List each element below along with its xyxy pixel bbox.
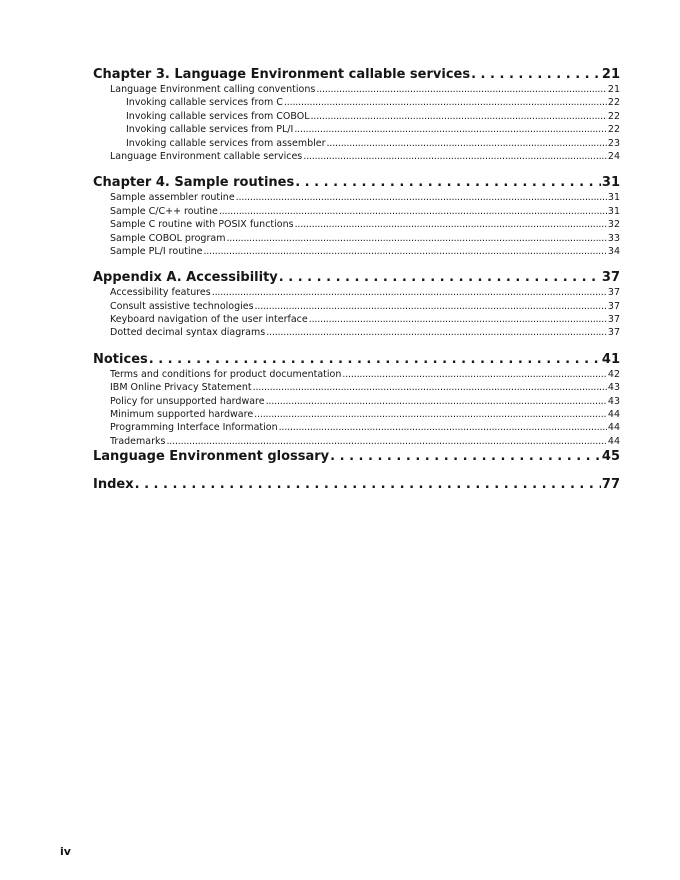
dot-leader [311,110,607,123]
toc-entry-page: 23 [607,137,620,149]
toc-entry-page: 37 [607,314,620,326]
toc-entry-title: Invoking callable services from C [126,97,283,109]
dot-leader [212,286,607,299]
dot-leader [135,476,601,493]
toc-entry[interactable] [93,110,620,123]
toc-entry-title: Consult assistive technologies [110,300,254,312]
toc-entry[interactable] [93,395,620,408]
toc-entry-page: 37 [601,270,620,286]
toc-entry-title: Sample PL/I routine [110,245,203,257]
toc-entry[interactable] [93,408,620,421]
toc-entry[interactable] [93,205,620,218]
toc-chapter-entry[interactable] [93,66,620,83]
toc-entry[interactable] [93,421,620,434]
dot-leader [342,368,607,381]
toc-entry-title: Trademarks [110,435,166,447]
dot-leader [284,96,607,109]
toc-entry[interactable] [93,326,620,339]
toc-entry-page: 44 [607,435,620,447]
dot-leader [254,408,607,421]
toc-entry-title: IBM Online Privacy Statement [110,382,252,394]
toc-entry-page: 34 [607,245,620,257]
toc-chapter-entry[interactable] [93,448,620,465]
toc-entry[interactable] [93,245,620,258]
toc-entry-page: 43 [607,382,620,394]
toc-entry[interactable] [93,368,620,381]
toc-entry[interactable] [93,150,620,163]
toc-entry-title: Keyboard navigation of the user interface [110,314,308,326]
dot-leader [471,66,601,83]
toc-chapter-entry[interactable] [93,351,620,368]
toc-entry[interactable] [93,123,620,136]
toc-entry-title: Policy for unsupported hardware [110,395,265,407]
toc-entry-page: 41 [601,351,620,367]
toc-entry-title: Sample assembler routine [110,192,235,204]
toc-entry[interactable] [93,435,620,448]
toc-entry-page: 21 [601,67,620,82]
toc-entry-title: Invoking callable services from PL/I [126,124,294,136]
toc-entry-title: Invoking callable services from assembler [126,137,326,149]
dot-leader [279,269,601,286]
toc-entry-title: Sample COBOL program [110,232,226,244]
toc-entry-title: Chapter 3. Language Environment callable services [93,67,471,82]
dot-leader [236,191,607,204]
toc-entry-page: 37 [607,300,620,312]
toc-chapter-entry[interactable] [93,269,620,286]
toc-section [93,476,620,493]
dot-leader [255,300,607,313]
toc-entry-page: 44 [607,409,620,421]
toc-entry-page: 22 [607,110,620,122]
toc-entry-title: Language Environment glossary [93,449,330,465]
toc-entry-page: 32 [607,219,620,231]
dot-leader [327,137,607,150]
toc-entry-page: 24 [607,150,620,162]
toc-entry-page: 22 [607,97,620,109]
toc-entry[interactable] [93,137,620,150]
dot-leader [279,421,607,434]
toc-entry[interactable] [93,232,620,245]
toc-entry[interactable] [93,286,620,299]
toc-entry-title: Accessibility features [110,287,211,299]
toc-entry[interactable] [93,191,620,204]
toc-entry-title: Dotted decimal syntax diagrams [110,327,266,339]
toc-entry-title: Invoking callable services from COBOL [126,110,310,122]
toc-entry-title: Language Environment callable services [110,150,303,162]
toc-entry-page: 44 [607,422,620,434]
toc-entry-title: Minimum supported hardware [110,409,254,421]
toc-entry-page: 31 [601,175,620,191]
dot-leader [295,174,601,191]
dot-leader [166,435,606,448]
toc-entry-page: 21 [607,84,620,95]
toc-entry-page: 33 [607,232,620,244]
toc-entry[interactable] [93,381,620,394]
dot-leader [266,326,607,339]
dot-leader [330,448,601,465]
toc-entry-title: Sample C routine with POSIX functions [110,219,294,231]
toc-entry-page: 42 [607,368,620,380]
toc-entry-title: Language Environment calling conventions [110,84,316,95]
toc-chapter-entry[interactable] [93,174,620,191]
toc-entry[interactable] [93,300,620,313]
toc-section [93,66,620,163]
toc-entry-page: 45 [601,449,620,465]
toc-chapter-entry[interactable] [93,476,620,493]
dot-leader [266,395,607,408]
dot-leader [294,123,607,136]
toc-entry-page: 22 [607,124,620,136]
dot-leader [295,218,607,231]
dot-leader [309,313,607,326]
toc-entry[interactable] [93,83,620,96]
toc-entry[interactable] [93,96,620,109]
table-of-contents [93,66,620,493]
toc-section [93,351,620,448]
dot-leader [303,150,607,163]
toc-entry-page: 77 [601,477,620,493]
toc-entry-page: 31 [607,205,620,217]
toc-entry-title: Sample C/C++ routine [110,205,218,217]
toc-section [93,448,620,465]
dot-leader [149,351,601,368]
toc-section [93,174,620,258]
toc-entry-title: Programming Interface Information [110,422,278,434]
toc-entry-page: 43 [607,395,620,407]
toc-entry[interactable] [93,313,620,326]
dot-leader [226,232,606,245]
dot-leader [253,381,607,394]
toc-entry-page: 37 [607,327,620,339]
toc-entry-page: 31 [607,192,620,204]
toc-entry-title: Notices [93,351,148,367]
page-folio: iv [60,845,71,858]
toc-entry-page: 37 [607,287,620,299]
toc-entry-title: Terms and conditions for product documentation [110,368,342,380]
toc-entry-title: Chapter 4. Sample routines [93,175,295,191]
dot-leader [316,83,607,96]
dot-leader [203,245,606,258]
toc-section [93,269,620,340]
dot-leader [219,205,607,218]
toc-entry-title: Appendix A. Accessibility [93,270,278,286]
toc-entry[interactable] [93,218,620,231]
toc-entry-title: Index [93,477,134,493]
